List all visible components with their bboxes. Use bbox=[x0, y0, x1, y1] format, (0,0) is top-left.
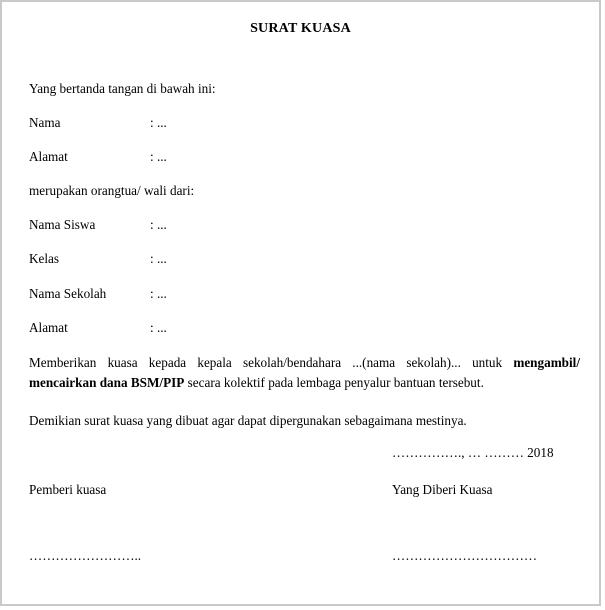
field-nama-sekolah bbox=[29, 286, 167, 302]
body-paragraph bbox=[29, 353, 580, 393]
grantee-label: Yang Diberi Kuasa bbox=[392, 482, 493, 497]
field-value: : ... bbox=[150, 115, 167, 130]
intro-line: Yang bertanda tangan di bawah ini: bbox=[29, 81, 216, 96]
field-label: Kelas bbox=[29, 251, 60, 266]
field-value: : ... bbox=[150, 251, 167, 266]
field-nama-siswa bbox=[29, 217, 167, 233]
body-bold-text: BSM/PIP bbox=[130, 375, 185, 390]
field-kelas bbox=[29, 251, 167, 267]
closing-line: Demikian surat kuasa yang dibuat agar dapat dipergunakan sebagaimana mestinya. bbox=[29, 413, 467, 428]
field-label: Nama bbox=[29, 115, 61, 130]
relation-line: merupakan orangtua/ wali dari: bbox=[29, 183, 195, 198]
grantee-signature-line: …………………………… bbox=[392, 548, 538, 563]
body-text: secara kolektif pada lembaga penyalur bantuan tersebut. bbox=[184, 375, 484, 390]
field-value: : ... bbox=[150, 217, 167, 232]
grantor-signature-line: …………………….. bbox=[29, 548, 142, 563]
field-alamat bbox=[29, 149, 167, 165]
grantor-label: Pemberi kuasa bbox=[29, 482, 107, 497]
field-value: : ... bbox=[150, 286, 167, 301]
body-text: Memberikan kuasa kepada kepala sekolah/bendahara ...(nama sekolah)... untuk bbox=[29, 355, 514, 370]
field-nama bbox=[29, 115, 167, 131]
field-label: Nama Siswa bbox=[29, 217, 96, 232]
body-bold-text: mengambil/ mencairkan dana bbox=[29, 355, 580, 390]
field-value: : ... bbox=[150, 149, 167, 164]
field-value: : ... bbox=[150, 320, 167, 335]
place-date: ……………., … ……… 2018 bbox=[392, 445, 554, 460]
field-label: Alamat bbox=[29, 320, 68, 335]
letter-title: SURAT KUASA bbox=[250, 21, 351, 36]
field-label: Alamat bbox=[29, 149, 68, 164]
field-label: Nama Sekolah bbox=[29, 286, 107, 301]
field-alamat-sekolah bbox=[29, 320, 167, 336]
